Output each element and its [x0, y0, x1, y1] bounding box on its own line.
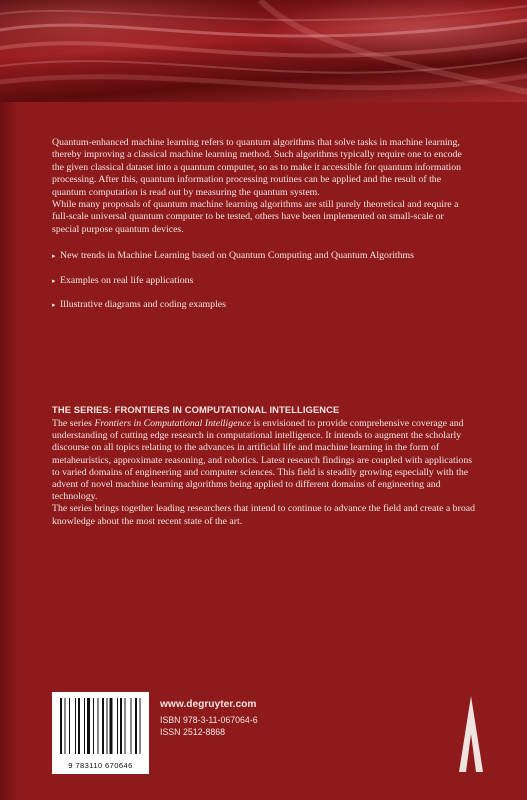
issn-text: ISSN 2512-8868 — [160, 727, 226, 737]
feature-item-text: Examples on real life applications — [60, 274, 194, 286]
isbn-text: ISBN 978-3-11-067064-6 — [160, 715, 258, 725]
series-heading: THE SERIES: FRONTIERS IN COMPUTATIONAL INTELLIGENCE — [52, 404, 340, 415]
publisher-url[interactable]: www.degruyter.com — [160, 699, 257, 710]
cover-top-artwork — [0, 0, 527, 102]
feature-list — [52, 250, 472, 311]
feature-item — [52, 250, 472, 262]
feature-item — [52, 275, 472, 287]
bullet-arrow-icon: ▸ — [52, 276, 56, 285]
intro-paragraph-2: While many proposals of quantum machine learning algorithms are still purely theoretical and require a full-scale universal quantum computer to be tested, others have been implemented on small-scale or special purpose quantum devices. — [52, 199, 459, 235]
feature-item — [52, 299, 472, 311]
bullet-arrow-icon: ▸ — [52, 252, 56, 261]
series-text-closing: The series brings together leading researchers that intend to continue to advance the field and create a broad knowledge about the most recent state of the art. — [52, 503, 475, 527]
series-text-lead: The series — [52, 418, 95, 429]
description-block — [52, 137, 472, 323]
cover-left-strip — [0, 102, 28, 800]
feature-item-text: New trends in Machine Learning based on Quantum Computing and Quantum Algorithms — [60, 250, 414, 262]
barcode-digits: 9 783110 670646 — [68, 761, 133, 770]
bullet-arrow-icon: ▸ — [52, 301, 56, 310]
series-title: Frontiers in Computational Intelligence — [94, 418, 252, 429]
intro-paragraph-1: Quantum-enhanced machine learning refers to quantum algorithms that solve tasks in machine learning, thereby improving a classical machine learning method. Such algorithms typically require one to encode the given classical dataset into a quantum computer, so as to make it accessible for quantum information processing. After this, quantum information processing routines can be applied and the result of the quantum computation is read out by measuring the quantum system. — [52, 137, 462, 198]
isbn-barcode — [52, 692, 149, 774]
series-text-body: is envisioned to provide comprehensive coverage and understanding of cutting edge research in computational intelligence. It intends to augment the scholarly discourse on all topics relating to the advances in artificial life and machine learning in the form of metaheuristics, approximate reasoning, and robotics. Latest research findings are coupled with applications to varied domains of engineering and computer sciences. This field is steadily growing especially with the advent of novel machine learning algorithms being applied to different domains of engineering and technology. — [52, 418, 473, 503]
feature-item-text: Illustrative diagrams and coding examples — [60, 299, 226, 311]
publisher-logo-icon — [455, 694, 487, 774]
publisher-info — [160, 699, 258, 738]
barcode-bars-icon — [60, 698, 141, 754]
series-description — [52, 418, 482, 528]
